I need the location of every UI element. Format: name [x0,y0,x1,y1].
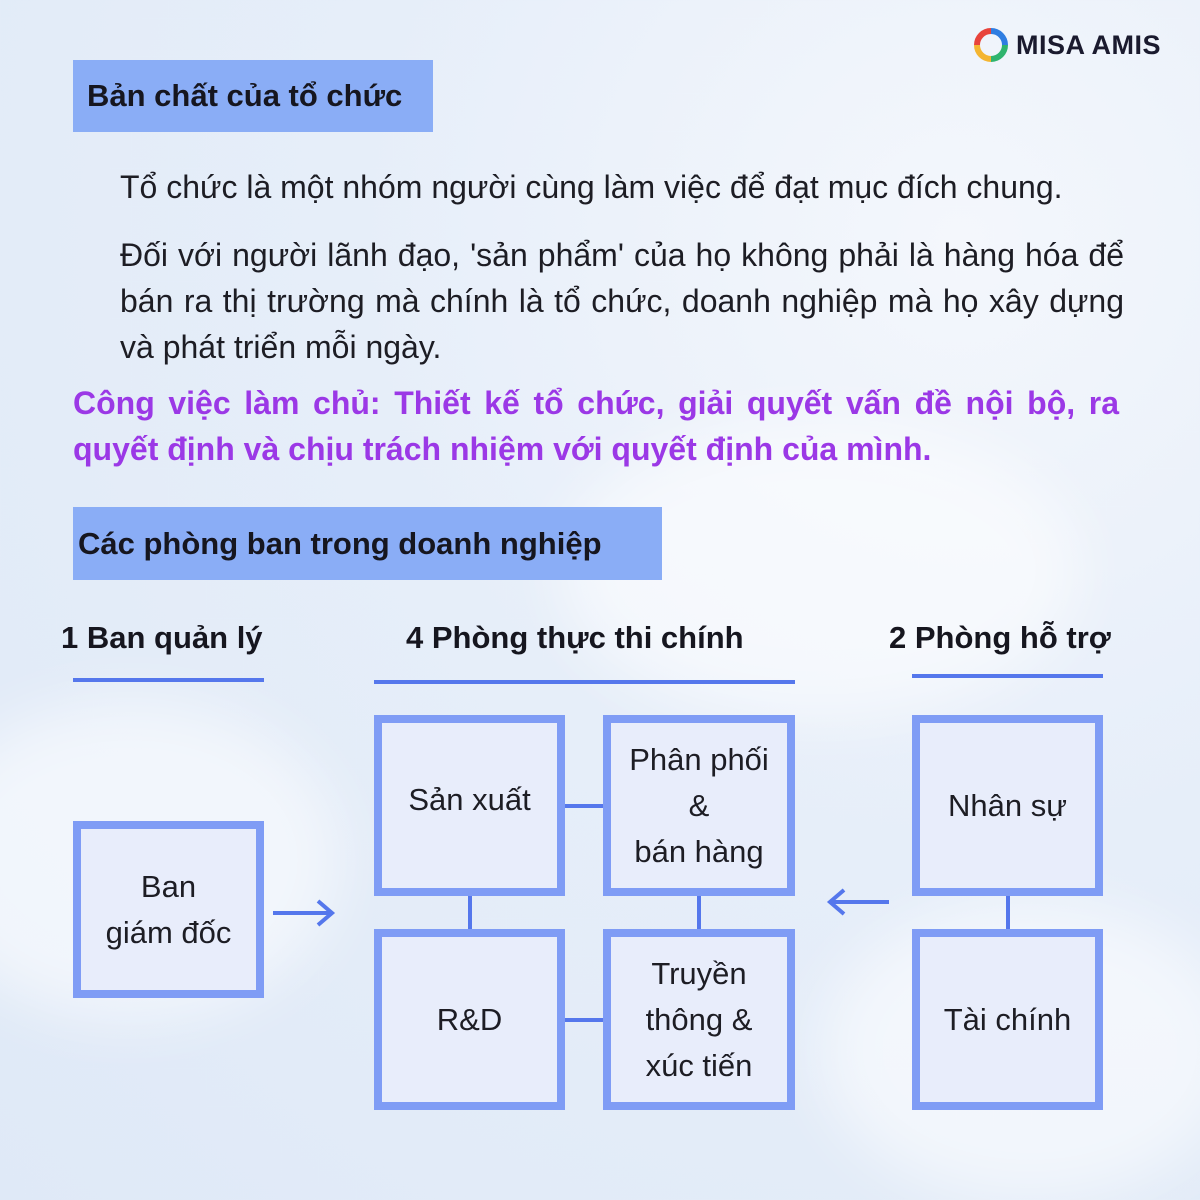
column-title-management: 1 Ban quản lý [61,620,263,655]
connector-distribution-communication [697,896,701,929]
misa-logo-icon [974,28,1008,62]
box-human-resources: Nhân sự [912,715,1103,896]
box-finance: Tài chính [912,929,1103,1110]
arrow-left-icon [822,885,892,919]
column-underline-support [912,674,1103,678]
brand-logo [974,28,1161,62]
box-communication-promotion: Truyền thông & xúc tiến [603,929,795,1110]
section-heading-nature: Bản chất của tổ chức [73,60,433,132]
column-underline-execution [374,680,795,684]
column-title-support: 2 Phòng hỗ trợ [889,620,1111,655]
connector-production-rnd [468,896,472,929]
box-rnd: R&D [374,929,565,1110]
box-distribution-sales: Phân phối & bán hàng [603,715,795,896]
brand-name: MISA AMIS [1016,29,1161,60]
definition-paragraph: Tổ chức là một nhóm người cùng làm việc để đạt mục đích chung. [120,169,1063,205]
column-title-execution: 4 Phòng thực thi chính [406,620,744,655]
box-board-of-directors: Ban giám đốc [73,821,264,998]
section-heading-departments: Các phòng ban trong doanh nghiệp [73,507,662,580]
column-underline-management [73,678,264,682]
owner-work-highlight: Công việc làm chủ: Thiết kế tổ chức, giải quyết vấn đề nội bộ, ra quyết định và chịu trách nhiệm với quyết định của mình. [73,385,1119,467]
leader-product-paragraph: Đối với người lãnh đạo, 'sản phẩm' của họ không phải là hàng hóa để bán ra thị trường mà chính là tổ chức, doanh nghiệp mà họ xây dựng và phát triển mỗi ngày. [120,237,1124,365]
arrow-right-icon [270,896,340,930]
box-production: Sản xuất [374,715,565,896]
connector-hr-finance [1006,896,1010,929]
connector-production-distribution [565,804,603,808]
connector-rnd-communication [565,1018,603,1022]
